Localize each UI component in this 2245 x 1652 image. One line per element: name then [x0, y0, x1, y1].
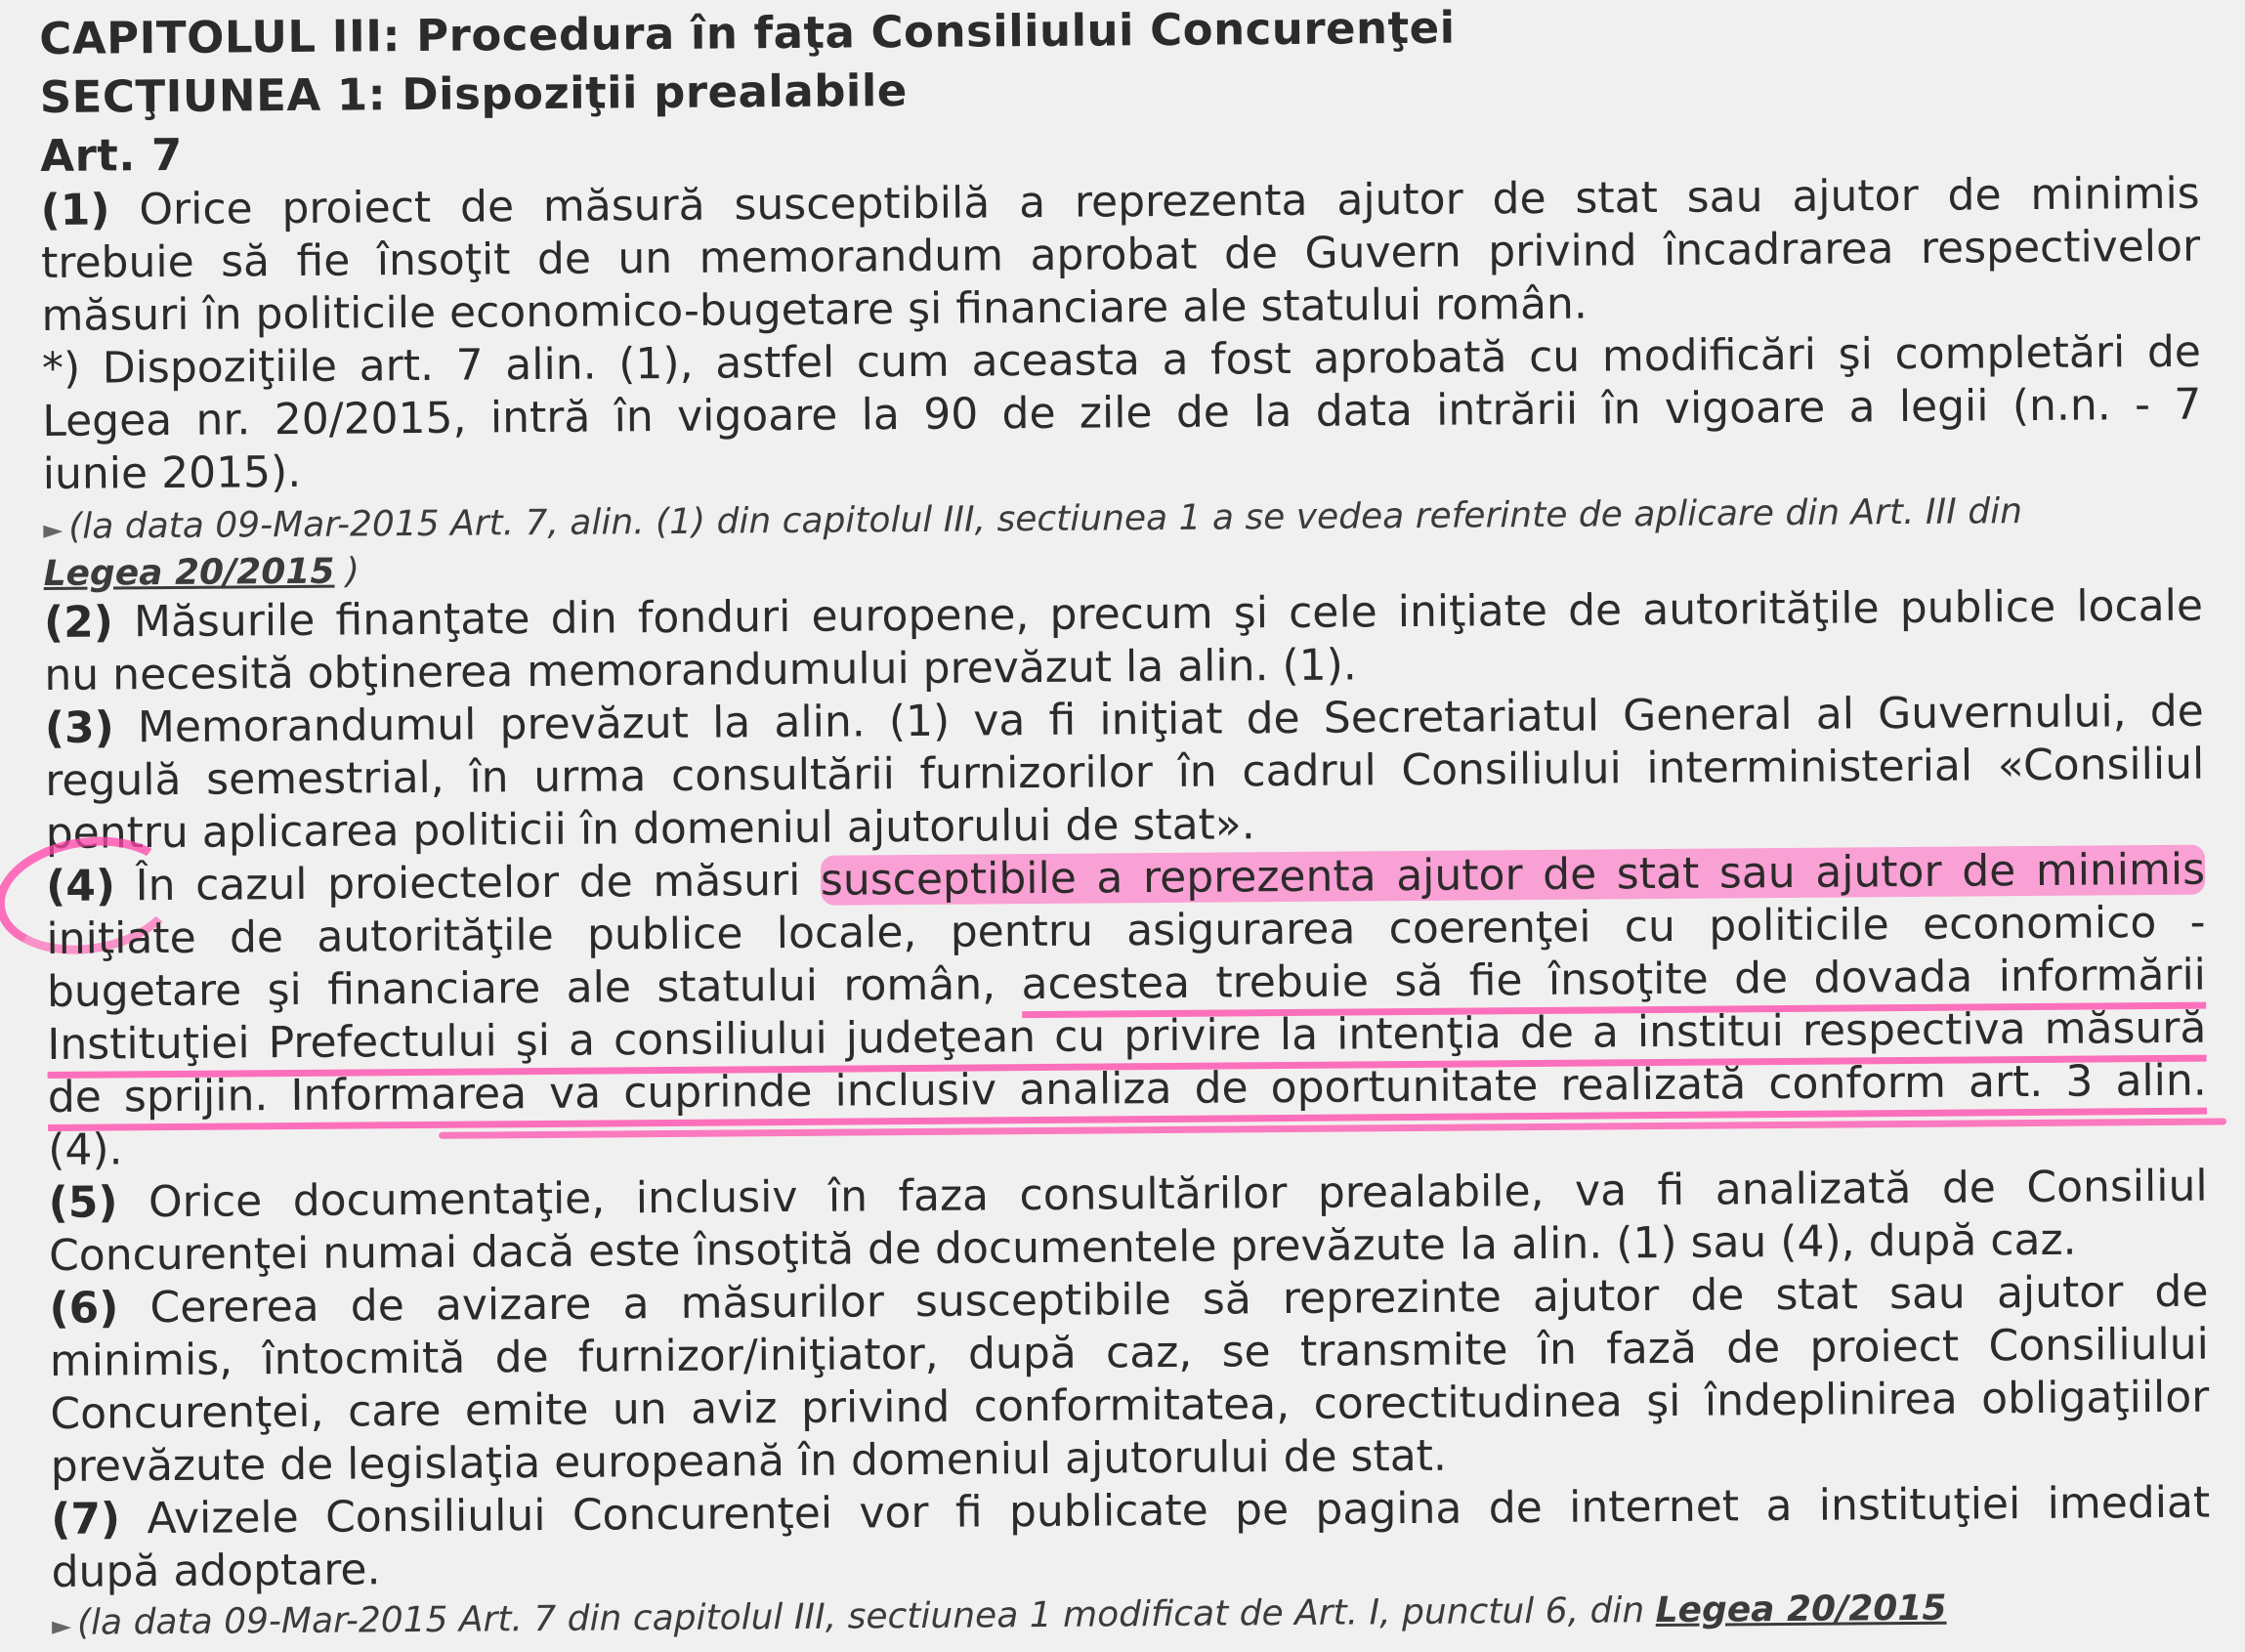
paragraph-6-line-4: prevăzute de legislaţia europeană în domeniul ajutorului de stat. — [50, 1430, 1448, 1492]
paragraph-number: (1) — [40, 185, 110, 235]
underlined-text: acestea trebuie să fie însoţite de dovada informării — [1021, 951, 2206, 1019]
paragraph-3-line-3: pentru aplicarea politicii în domeniul ajutorului de stat». — [45, 799, 1255, 859]
arrow-bullet-icon: ► — [51, 1611, 72, 1641]
law-link[interactable]: Legea 20/2015 — [1655, 1588, 1947, 1631]
paragraph-4-line-1: (4) În cazul proiectelor de măsuri susceptibile a reprezenta ajutor de stat sau ajutor de minimis — [45, 844, 2206, 911]
underlined-text: Informarea va cuprinde inclusiv analiza de oportunitate realizată conform art. 3 alin. — [268, 1056, 2207, 1130]
paragraph-2-line-2: nu necesită obţinerea memorandumului prevăzut la alin. (1). — [44, 640, 1357, 700]
paragraph-number: (6) — [49, 1283, 119, 1334]
paragraph-4-line-2: iniţiate de autorităţile publice locale, pentru asigurarea coerenţei cu politicile economico - — [46, 897, 2206, 964]
paragraph-number: (4) — [45, 861, 116, 911]
chapter-title: CAPITOLUL III: Procedura în faţa Consiliului Concurenţei — [39, 1, 1456, 64]
paragraph-3-line-2: regulă semestrial, în urma consultării furnizorilor în cadrul Consiliului interministerial «Consiliul — [45, 739, 2205, 806]
paragraph-6-line-1: (6) Cererea de avizare a măsurilor susceptibile să reprezinte ajutor de stat sau ajutor de — [49, 1266, 2209, 1334]
underlined-text: de sprijin. — [48, 1071, 269, 1131]
section-title: SECŢIUNEA 1: Dispoziţii prealabile — [39, 64, 908, 123]
paragraph-number: (3) — [44, 702, 114, 753]
paragraph-5-line-2: Concurenţei numai dacă este însoţită de documentele prevăzute la alin. (1) sau (4), după caz. — [48, 1214, 2077, 1281]
footnote-line-3: iunie 2015). — [42, 446, 302, 499]
paragraph-1-line-2: trebuie să fie însoţit de un memorandum aprobat de Guvern privind încadrarea respectivelor — [40, 221, 2201, 288]
amendment-note-2: ► (la data 09-Mar-2015 Art. 7 din capitolul III, sectiunea 1 modificat de Art. I, punctul 6, din Legea 20/2015 — [51, 1588, 1947, 1643]
paragraph-2-line-1: (2) Măsurile finanţate din fonduri europene, precum şi cele iniţiate de autorităţile publice locale — [43, 580, 2204, 648]
paragraph-4-line-3: bugetare şi financiare ale statului român, acestea trebuie să fie însoţite de dovada informării — [46, 950, 2207, 1017]
paragraph-1-line-3: măsuri în politicile economico-bugetare şi financiare ale statului român. — [41, 278, 1588, 341]
law-link[interactable]: Legea 20/2015 — [43, 551, 335, 594]
document-page: CAPITOLUL III: Procedura în faţa Consiliului Concurenţei SECŢIUNEA 1: Dispoziţii prealabile Art. 7 (1) Orice proiect de măsură susceptibilă a reprezenta ajutor de stat sau ajutor de minimis trebuie să fie însoţit de un memorandum aprobat de Guvern privind încadrarea respectivelor măsuri în politicile economico-bugetare şi financiare ale statului român. *) Dispoziţiile art. 7 alin. (1), astfel cum aceasta a fost aprobată cu modificări şi completări de Legea nr. 20/2015, intră în vigoare la 90 de zile de la data intrării în vigoare a legii (n.n. - 7 iunie 2015). ► (la data 09-Mar-2015 Art. 7, alin. (1) din capitolul III, sectiunea 1 a se vedea referinte de aplicare din Art. III din Legea 20/2015 ) (2) Măsurile finanţate din fonduri europene, precum şi cele iniţiate de autorităţile publice locale nu necesită obţinerea memorandumului prevăzut la alin. (1). (3) Memorandumul prevăzut la alin. (1) va fi iniţiat de Secretariatul General al Guvernului, de regulă semestrial, în urma consultării furnizorilor în cadrul Consiliului interministerial «Consiliul pentru aplicarea politicii în domeniul ajutorului de stat». (4) În cazul proiectelor de măsuri susceptibile a reprezenta ajutor de stat sau ajutor de minimis iniţiate de autorităţile publice locale, pentru asigurarea coerenţei cu politicile economico - bugetare şi financiare ale statului român, acestea trebuie să fie însoţite de dovada informării Instituţiei Prefectului şi a consiliului judeţean cu privire la intenţia de a institui respectiva măsură de sprijin. Informarea va cuprinde inclusiv analiza de oportunitate realizată conform art. 3 alin. (4). (5) Orice documentaţie, inclusiv în faza consultărilor prealabile, va fi analizată de Consiliul Concurenţei numai dacă este însoţită de documentele prevăzute la alin. (1) sau (4), după caz. (6) Cererea de avizare a măsurilor susceptibile să reprezinte ajutor de stat sau ajutor de minimis, întocmită de furnizor/iniţiator, după caz, se transmite în fază de proiect Consiliului Concurenţei, care emite un aviz privind conformitatea, corectitudinea şi îndeplinirea obligaţiilor prevăzute de legislaţia europeană în domeniul ajutorului de stat. (7) Avizele Consiliului Concurenţei vor fi publicate pe pagina de internet a instituţiei imediat după adoptare. ► (la data 09-Mar-2015 Art. 7 din capitolul III, sectiunea 1 modificat de Art. I, punctul 6, din Legea 20/2015 — [39, 0, 2221, 1628]
paragraph-number: (2) — [43, 597, 114, 648]
article-title: Art. 7 — [40, 128, 184, 182]
paragraph-5-line-1: (5) Orice documentaţie, inclusiv în faza consultărilor prealabile, va fi analizată de Consiliul — [48, 1161, 2208, 1228]
highlighted-text: susceptibile a reprezenta ajutor de stat sau ajutor de minimis — [820, 844, 2206, 906]
amendment-note-1: ► (la data 09-Mar-2015 Art. 7, alin. (1) din capitolul III, sectiunea 1 a se vedea referinte de aplicare din Art. III din — [43, 491, 2023, 547]
paragraph-4-line-4: Instituţiei Prefectului şi a consiliului judeţean cu privire la intenţia de a institui respectiva măsură — [47, 1003, 2206, 1079]
arrow-bullet-icon: ► — [43, 515, 64, 545]
paragraph-3-line-1: (3) Memorandumul prevăzut la alin. (1) va fi iniţiat de Secretariatul General al Guvernului, de — [44, 686, 2204, 753]
paragraph-number: (7) — [51, 1494, 121, 1545]
paragraph-7-line-1: (7) Avizele Consiliului Concurenţei vor fi publicate pe pagina de internet a instituţiei imediat — [51, 1477, 2211, 1545]
footnote-line-1: *) Dispoziţiile art. 7 alin. (1), astfel cum aceasta a fost aprobată cu modificări şi completări de — [41, 326, 2202, 394]
paragraph-7-line-2: după adoptare. — [51, 1545, 381, 1597]
paragraph-number: (5) — [48, 1177, 118, 1228]
paragraph-4-line-6: (4). — [48, 1124, 123, 1175]
footnote-line-2: Legea nr. 20/2015, intră în vigoare la 90 de zile de la data intrării în vigoare a legii (n.n. - 7 — [42, 379, 2202, 446]
paragraph-6-line-3: Concurenţei, care emite un aviz privind conformitatea, corectitudinea şi îndeplinirea obligaţiilor — [50, 1372, 2210, 1439]
paragraph-1-line-1: (1) Orice proiect de măsură susceptibilă a reprezenta ajutor de stat sau ajutor de minimis — [40, 168, 2200, 235]
paragraph-6-line-2: minimis, întocmită de furnizor/iniţiator, după caz, se transmite în fază de proiect Consiliului — [49, 1319, 2210, 1386]
